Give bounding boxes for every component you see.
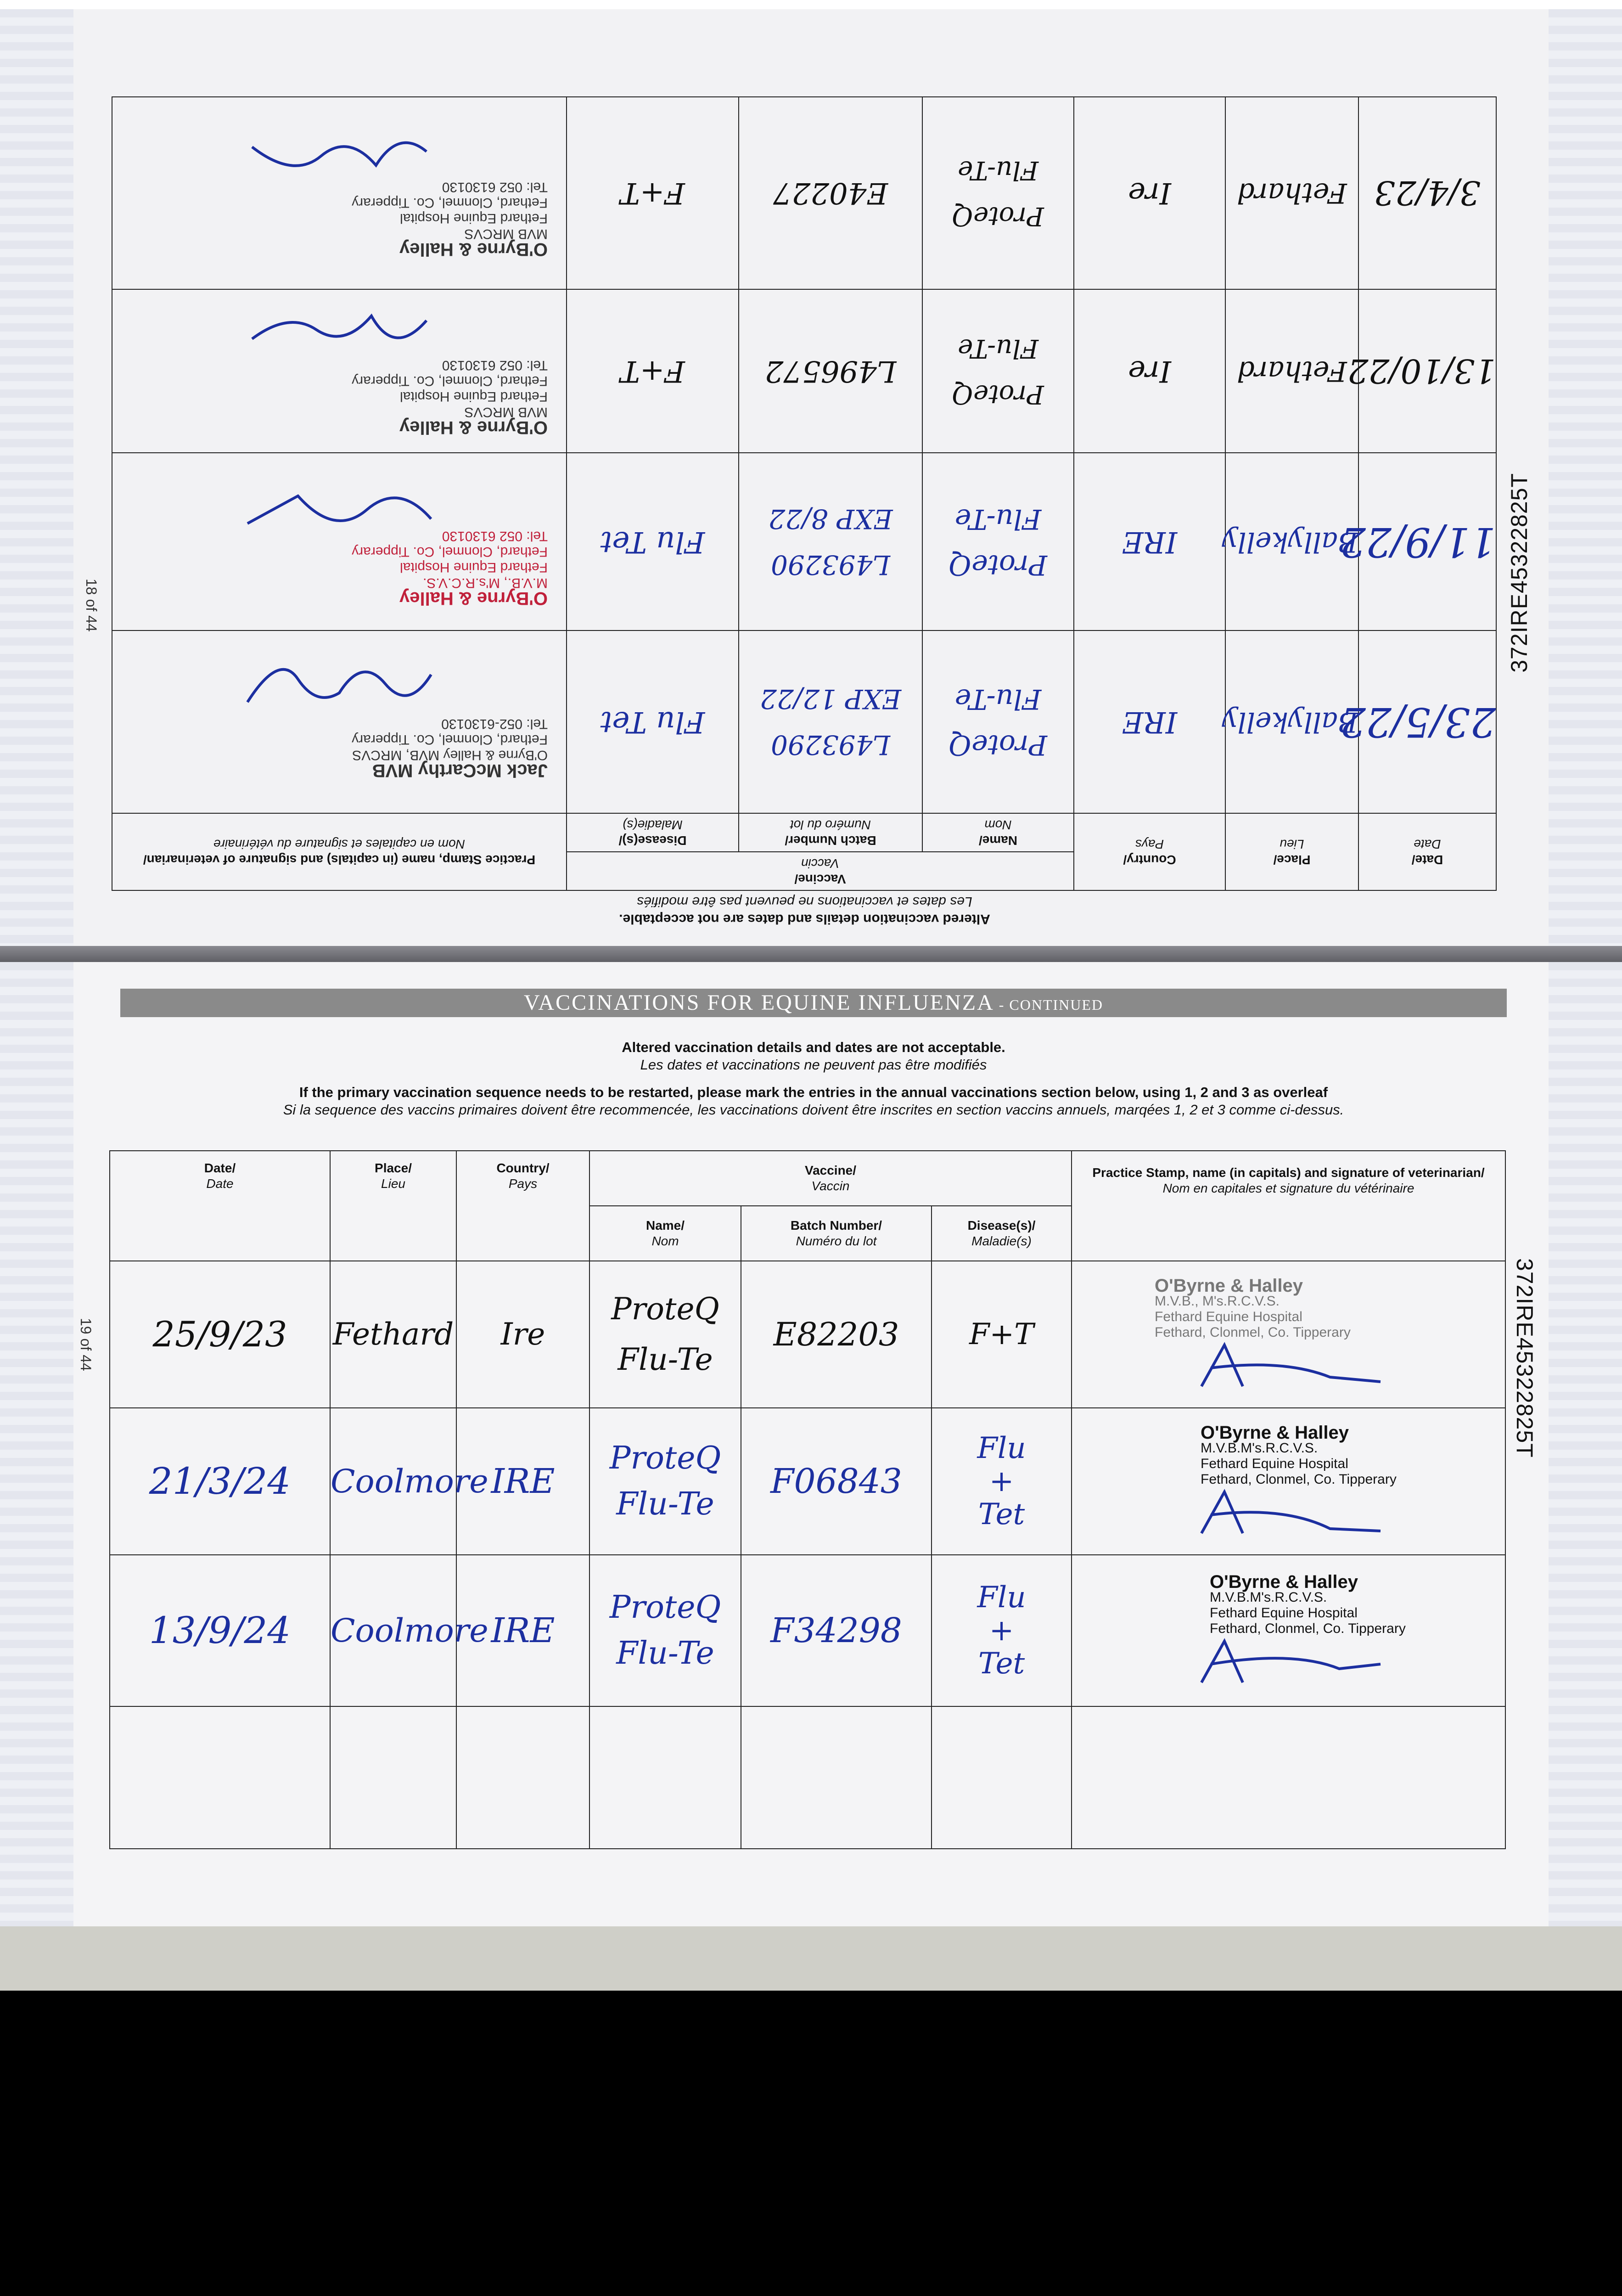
cell-disease bbox=[932, 1555, 1072, 1706]
vaccine-name-line: ProteQ bbox=[611, 1291, 719, 1327]
cell-stamp bbox=[1072, 1555, 1505, 1706]
page-edge-pattern bbox=[0, 9, 73, 955]
page-edge-pattern bbox=[1549, 962, 1622, 1926]
serial-number: 372IRE45322825T bbox=[1506, 473, 1532, 673]
vet-stamp: O'Byrne & Halley MVB MRCVS Fethard Equine Hospital Fethard, Clonmel, Co. Tipperary Tel: 052 6130130 bbox=[352, 180, 548, 260]
cell-disease: Flu Tet bbox=[567, 630, 739, 813]
cell-stamp bbox=[112, 97, 567, 289]
vaccine-name-line: ProteQ bbox=[609, 1440, 721, 1476]
section-banner bbox=[120, 989, 1507, 1017]
cell-disease bbox=[932, 1408, 1072, 1555]
vaccination-table bbox=[112, 96, 1497, 891]
cell-stamp bbox=[112, 630, 567, 813]
table-row-empty bbox=[110, 1706, 1505, 1849]
header-stamp: Practice Stamp, name (in capitals) and signature of veterinarian/ Nom en capitales et signature du vétérinaire bbox=[1072, 1151, 1505, 1261]
vaccination-table bbox=[109, 1150, 1506, 1849]
cell-country: Ire bbox=[1074, 289, 1225, 453]
banner-title: VACCINATIONS FOR EQUINE INFLUENZA bbox=[523, 990, 994, 1015]
table-header-row bbox=[110, 1151, 1505, 1206]
cell-batch: E40227 bbox=[739, 97, 922, 289]
header-date: Date/ Date bbox=[1358, 813, 1496, 890]
header-country: Country/ Pays bbox=[1074, 813, 1225, 890]
vaccine-name-line: ProteQ bbox=[609, 1589, 721, 1626]
cell-place: Fethard bbox=[1225, 97, 1358, 289]
alteration-notice bbox=[120, 1039, 1507, 1119]
cell-vaccine-name bbox=[589, 1555, 741, 1706]
cell-vaccine-name bbox=[589, 1706, 741, 1849]
cell-batch: L493290 EXP 8/22 bbox=[739, 453, 922, 630]
vet-stamp: O'Byrne & Halley M.V.B.M's.R.C.V.S. Fethard Equine Hospital Fethard, Clonmel, Co. Tipperary bbox=[1210, 1572, 1406, 1636]
table-row bbox=[110, 1261, 1505, 1408]
vet-stamp: Jack McCarthy MVB O'Byrne & Halley MVB, MRCVS Fethard, Clonmel, Co. Tipperary Tel: 052-6130130 bbox=[352, 716, 548, 781]
disease-line: F+T bbox=[969, 1317, 1034, 1351]
table-row bbox=[112, 630, 1496, 813]
cell-batch: E82203 bbox=[741, 1261, 932, 1408]
header-country: Country/ Pays bbox=[456, 1151, 589, 1261]
cell-vaccine-name: ProteQ Flu-Te bbox=[922, 630, 1074, 813]
cell-vaccine-name: ProteQ Flu-Te bbox=[922, 453, 1074, 630]
cell-batch: F34298 bbox=[741, 1555, 932, 1706]
cell-date bbox=[110, 1706, 330, 1849]
header-vaccine: Vaccine/ Vaccin bbox=[589, 1151, 1072, 1206]
notice-bold: Altered vaccination details and dates are not acceptable. bbox=[622, 1039, 1005, 1055]
header-disease: Disease(s)/ Maladie(s) bbox=[932, 1206, 1072, 1261]
signature-icon bbox=[1192, 1340, 1385, 1391]
notice-bold: Altered vaccination details and dates are not acceptable. bbox=[619, 912, 990, 927]
vaccine-name-line: Flu-Te bbox=[617, 1342, 713, 1377]
table-row bbox=[110, 1408, 1505, 1555]
header-batch: Batch Number/ Numéro du lot bbox=[739, 813, 922, 852]
signature-icon bbox=[1192, 1637, 1385, 1687]
header-stamp: Practice Stamp, name (in capitals) and signature of veterinarian/ Nom en capitales et signature du vétérinaire bbox=[112, 813, 567, 890]
vet-stamp: O'Byrne & Halley M.V.B., M's.R.C.V.S. Fethard Equine Hospital Fethard, Clonmel, Co. Tipperary bbox=[1155, 1276, 1351, 1340]
disease-line: Flu bbox=[977, 1431, 1026, 1465]
vaccine-name-line: Flu-Te bbox=[616, 1486, 714, 1522]
notice-italic: Les dates et vaccinations ne peuvent pas être modifiés bbox=[637, 894, 972, 909]
cell-stamp bbox=[112, 453, 567, 630]
cell-place bbox=[330, 1706, 456, 1849]
table-row bbox=[112, 97, 1496, 289]
alteration-notice bbox=[112, 893, 1497, 928]
restart-notice-bold: If the primary vaccination sequence needs to be restarted, please mark the entries in the annual vaccinations section below, using 1, 2 and 3 as overleaf bbox=[299, 1084, 1328, 1100]
cell-stamp bbox=[1072, 1261, 1505, 1408]
cell-stamp bbox=[1072, 1408, 1505, 1555]
cell-disease: F+T bbox=[567, 97, 739, 289]
cell-stamp bbox=[1072, 1706, 1505, 1849]
disease-line: Tet bbox=[978, 1497, 1025, 1531]
cell-date: 21/3/24 bbox=[110, 1408, 330, 1555]
disease-line: + bbox=[989, 1614, 1014, 1648]
cell-date: 3/4/23 bbox=[1358, 97, 1496, 289]
cell-country bbox=[456, 1706, 589, 1849]
header-vaccine: Vaccine/ Vaccin bbox=[567, 852, 1074, 890]
header-disease: Disease(s)/ Maladie(s) bbox=[567, 813, 739, 852]
disease-line: + bbox=[989, 1464, 1014, 1498]
cell-country: IRE bbox=[1074, 630, 1225, 813]
book-cover-edge bbox=[0, 1926, 1622, 1991]
vaccine-name-line: Flu-Te bbox=[616, 1635, 714, 1671]
page-number: 18 of 44 bbox=[83, 579, 100, 632]
signature-icon bbox=[243, 129, 436, 179]
vet-stamp: O'Byrne & Halley MVB MRCVS Fethard Equine Hospital Fethard, Clonmel, Co. Tipperary Tel: 052 6130130 bbox=[352, 357, 548, 438]
signature-icon bbox=[1192, 1487, 1385, 1538]
cell-vaccine-name: ProteQ Flu-Te bbox=[922, 97, 1074, 289]
vet-stamp: O'Byrne & Halley M.V.B.M's.R.C.V.S. Fethard Equine Hospital Fethard, Clonmel, Co. Tipperary bbox=[1201, 1423, 1397, 1487]
serial-number: 372IRE45322825T bbox=[1512, 1258, 1538, 1458]
vaccination-table-upside-down bbox=[112, 96, 1497, 932]
cell-country: Ire bbox=[1074, 97, 1225, 289]
cell-place: Coolmore bbox=[330, 1408, 456, 1555]
cell-batch: L493290 EXP 12/22 bbox=[739, 630, 922, 813]
cell-stamp bbox=[112, 289, 567, 453]
cell-date: 23/5/22 bbox=[1358, 630, 1496, 813]
vet-stamp: O'Byrne & Halley M.V.B., M's.R.C.V.S. Fethard Equine Hospital Fethard, Clonmel, Co. Tipperary Tel: 052 6130130 bbox=[352, 528, 548, 608]
cell-disease: Flu Tet bbox=[567, 453, 739, 630]
cell-country: IRE bbox=[1074, 453, 1225, 630]
cell-batch bbox=[741, 1706, 932, 1849]
restart-notice-italic: Si la sequence des vaccins primaires doivent être recommencée, les vaccinations doivent être inscrites en section vaccins annuels, marqées 1, 2 et 3 comme ci-dessus. bbox=[283, 1102, 1344, 1118]
cell-vaccine-name bbox=[589, 1261, 741, 1408]
cell-batch: L496572 bbox=[739, 289, 922, 453]
table-row bbox=[112, 289, 1496, 453]
header-place: Place/ Lieu bbox=[1225, 813, 1358, 890]
signature-icon bbox=[243, 665, 436, 716]
cell-place: Fethard bbox=[1225, 289, 1358, 453]
book-spine bbox=[0, 946, 1622, 964]
banner-continued: - CONTINUED bbox=[994, 996, 1104, 1013]
cell-place: Fethard bbox=[330, 1261, 456, 1408]
cell-place: Ballykelly bbox=[1225, 630, 1358, 813]
cell-vaccine-name bbox=[589, 1408, 741, 1555]
header-batch: Batch Number/ Numéro du lot bbox=[741, 1206, 932, 1261]
cell-vaccine-name: ProteQ Flu-Te bbox=[922, 289, 1074, 453]
table-row bbox=[110, 1555, 1505, 1706]
header-name: Name/ Nom bbox=[922, 813, 1074, 852]
cell-disease bbox=[932, 1706, 1072, 1849]
header-name: Name/ Nom bbox=[589, 1206, 741, 1261]
notice-italic: Les dates et vaccinations ne peuvent pas être modifiés bbox=[640, 1057, 987, 1073]
disease-line: Flu bbox=[977, 1581, 1026, 1615]
cell-country: IRE bbox=[456, 1408, 589, 1555]
signature-icon bbox=[243, 307, 436, 357]
cell-date: 11/9/22 bbox=[1358, 453, 1496, 630]
page-edge-pattern bbox=[1549, 9, 1622, 955]
cell-place: Ballykelly bbox=[1225, 453, 1358, 630]
cell-batch: F06843 bbox=[741, 1408, 932, 1555]
page-edge-pattern bbox=[0, 962, 73, 1926]
cell-disease bbox=[932, 1261, 1072, 1408]
table-header-row bbox=[112, 852, 1496, 890]
page-number: 19 of 44 bbox=[78, 1318, 94, 1371]
table-row bbox=[112, 453, 1496, 630]
cell-place: Coolmore bbox=[330, 1555, 456, 1706]
cell-country: IRE bbox=[456, 1555, 589, 1706]
cell-date: 25/9/23 bbox=[110, 1261, 330, 1408]
signature-icon bbox=[243, 478, 436, 528]
cell-date: 13/10/22 bbox=[1358, 289, 1496, 453]
header-place: Place/ Lieu bbox=[330, 1151, 456, 1261]
scan-background bbox=[0, 1991, 1622, 2296]
cell-country: Ire bbox=[456, 1261, 589, 1408]
cell-date: 13/9/24 bbox=[110, 1555, 330, 1706]
cell-disease: F+T bbox=[567, 289, 739, 453]
header-date: Date/ Date bbox=[110, 1151, 330, 1261]
disease-line: Tet bbox=[978, 1647, 1025, 1681]
